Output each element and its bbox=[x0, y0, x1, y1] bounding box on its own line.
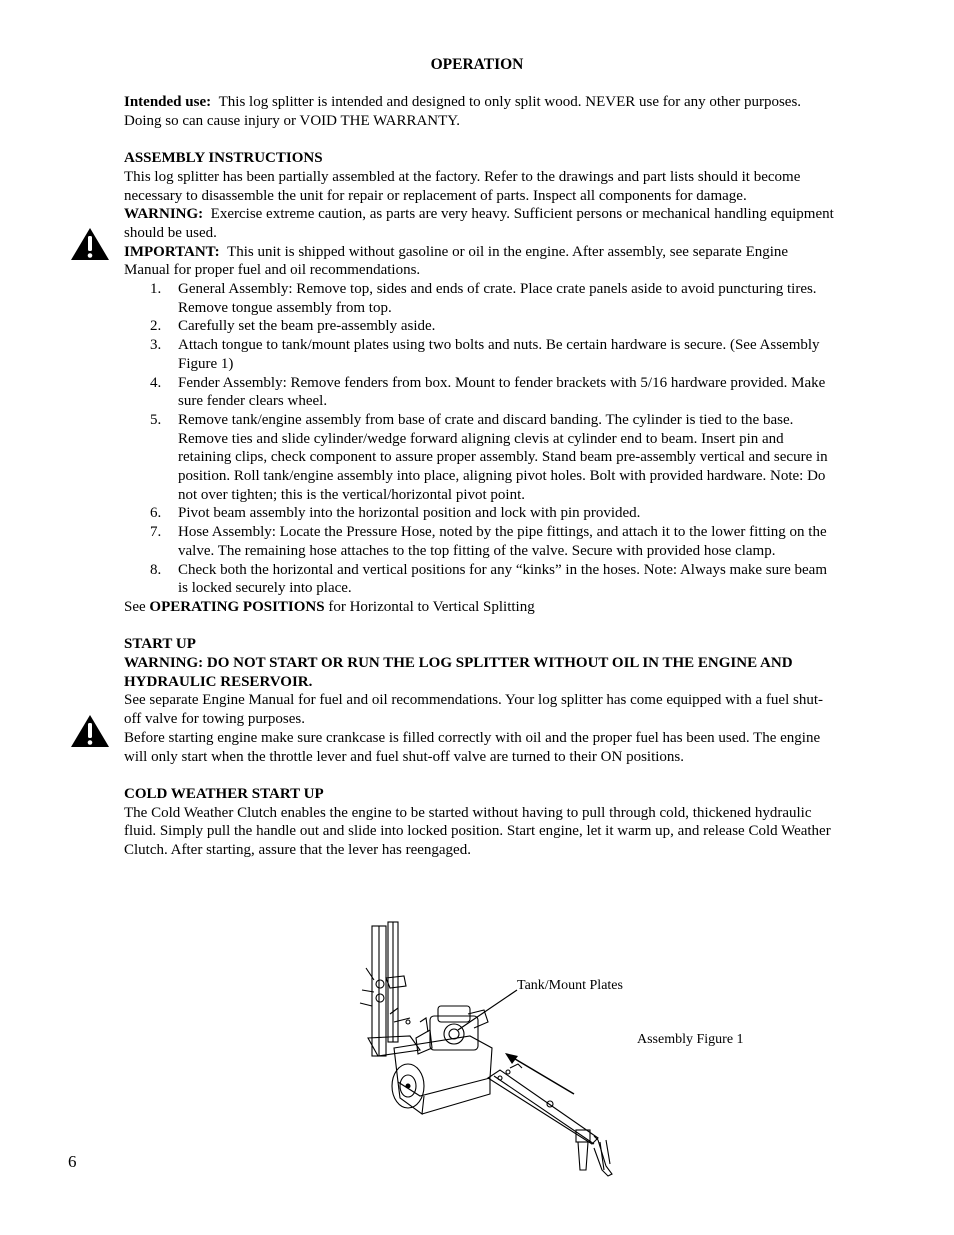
page-number: 6 bbox=[68, 1152, 77, 1171]
step-number: 7. bbox=[150, 524, 162, 541]
step-text: Pivot beam assembly into the horizontal position and lock with pin provided. bbox=[178, 505, 641, 522]
cold-weather-text: The Cold Weather Clutch enables the engine to be started without having to pull through cold, thickened hydraulic fluid. Simply pull the handle out and slide into locked position. Start engine, let it warm up, and release Cold Weather Clutch. After starting, assure that the lever has reengaged. bbox=[124, 804, 831, 859]
list-item bbox=[124, 336, 834, 373]
assembly-figure-drawing bbox=[350, 918, 620, 1180]
start-up-para2: Before starting engine make sure crankcase is filled correctly with oil and the proper fuel has been used. The engine will only start when the throttle lever and fuel shut-off valve are turned to their ON positions. bbox=[124, 729, 821, 765]
see-prefix: See bbox=[124, 598, 146, 615]
assembly-intro: This log splitter has been partially assembled at the factory. Refer to the drawings and part lists should it become necessary to disassemble the unit for repair or replacement of parts. Inspect all components for damage. bbox=[124, 168, 801, 204]
intended-use-label: Intended use: bbox=[124, 94, 212, 110]
list-item bbox=[124, 317, 834, 336]
step-text: Carefully set the beam pre-assembly aside. bbox=[178, 318, 436, 335]
list-item bbox=[124, 504, 834, 523]
intended-use-paragraph bbox=[124, 93, 834, 130]
warning-triangle-icon bbox=[70, 227, 110, 261]
warning-triangle-icon bbox=[70, 714, 110, 748]
page-body bbox=[124, 93, 834, 860]
page-title: OPERATION bbox=[430, 56, 524, 73]
assembly-steps-list bbox=[124, 280, 834, 598]
step-number: 4. bbox=[150, 374, 162, 391]
assembly-warning-text: Exercise extreme caution, as parts are very heavy. Sufficient persons or mechanical handling equipment should be used. bbox=[124, 206, 834, 241]
assembly-heading: ASSEMBLY INSTRUCTIONS bbox=[124, 150, 323, 167]
step-text: Hose Assembly: Locate the Pressure Hose, noted by the pipe fittings, and attach it to the lower fitting on the valve. The remaining hose attaches to the top fitting of the valve. Secure with provided hose clamp. bbox=[178, 524, 827, 559]
assembly-important-text: This unit is shipped without gasoline or oil in the engine. After assembly, see separate Engine Manual for proper fuel and oil recommendations. bbox=[124, 243, 789, 279]
intended-use-text: This log splitter is intended and designed to only split wood. NEVER use for any other purposes. Doing so can cause injury or VOID THE WARRANTY. bbox=[124, 94, 802, 129]
step-text: Remove tank/engine assembly from base of crate and discard banding. The cylinder is tied to the base. Remove ties and slide cylinder/wedge forward aligning clevis at cylinder end to beam. Insert pin and retaining clips, check component to assure proper assembly. Stand beam pre-assembly vertical and secure in position. Roll tank/engine assembly into place, aligning pivot holes. Bolt with provided hardware. Note: Do not over tighten; this is the vertical/horizontal pivot point. bbox=[178, 411, 828, 503]
step-text: Fender Assembly: Remove fenders from box. Mount to fender brackets with 5/16 hardware provided. Make sure fender clears wheel. bbox=[178, 374, 826, 410]
step-number: 2. bbox=[150, 318, 162, 335]
step-number: 5. bbox=[150, 411, 162, 428]
step-number: 8. bbox=[150, 561, 162, 578]
list-item bbox=[124, 374, 834, 411]
see-bold: OPERATING POSITIONS bbox=[149, 598, 325, 615]
step-number: 3. bbox=[150, 337, 162, 354]
list-item bbox=[124, 411, 834, 505]
assembly-warning-label: WARNING: bbox=[124, 206, 204, 223]
step-text: Attach tongue to tank/mount plates using two bolts and nuts. Be certain hardware is secure. (See Assembly Figure 1) bbox=[178, 337, 820, 372]
figure-label-tank-mount-plates: Tank/Mount Plates bbox=[517, 978, 623, 993]
step-text: Check both the horizontal and vertical positions for any “kinks” in the hoses. Note: Always make sure beam is locked securely into place. bbox=[178, 561, 828, 597]
assembly-important-label: IMPORTANT: bbox=[124, 243, 220, 260]
step-number: 6. bbox=[150, 505, 162, 522]
list-item bbox=[124, 523, 834, 560]
list-item bbox=[124, 280, 834, 317]
start-up-para1: See separate Engine Manual for fuel and oil recommendations. Your log splitter has come equipped with a fuel shut-off valve for towing purposes. bbox=[124, 692, 823, 728]
step-text: General Assembly: Remove top, sides and ends of crate. Place crate panels aside to avoid puncturing tires. Remove tongue assembly from top. bbox=[178, 281, 817, 316]
start-up-warning: WARNING: DO NOT START OR RUN THE LOG SPLITTER WITHOUT OIL IN THE ENGINE AND HYDRAULIC RESERVOIR. bbox=[124, 655, 793, 690]
step-number: 1. bbox=[150, 281, 162, 298]
cold-weather-heading: COLD WEATHER START UP bbox=[124, 785, 324, 802]
assembly-warning bbox=[124, 205, 834, 242]
see-suffix: for Horizontal to Vertical Splitting bbox=[328, 598, 535, 615]
see-operating-positions bbox=[124, 598, 834, 617]
assembly-important bbox=[124, 243, 834, 280]
start-up-heading: START UP bbox=[124, 636, 196, 653]
figure-caption: Assembly Figure 1 bbox=[637, 1032, 744, 1047]
list-item bbox=[124, 561, 834, 598]
